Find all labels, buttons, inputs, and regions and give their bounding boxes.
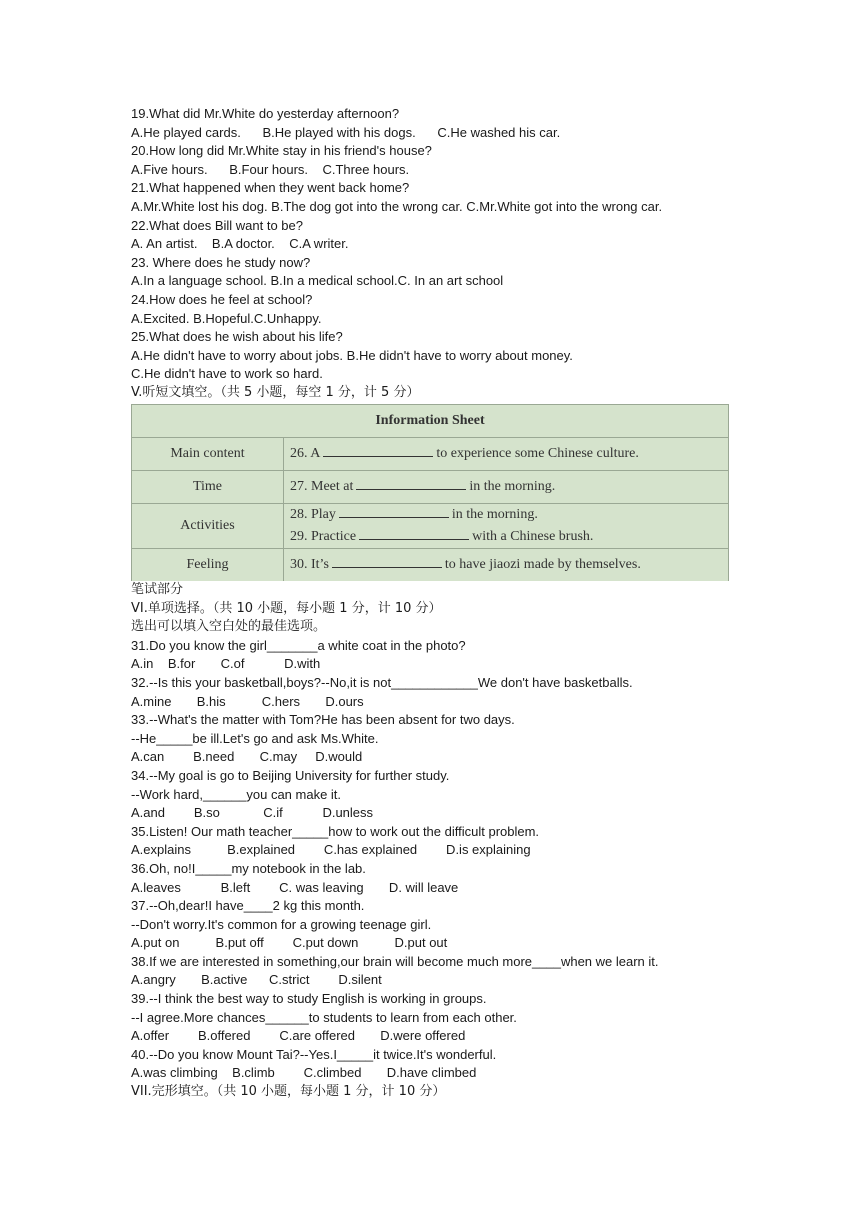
- question-line: A. An artist. B.A doctor. C.A writer.: [131, 236, 349, 252]
- answer-blank: [332, 556, 442, 568]
- answer-blank: [356, 478, 466, 490]
- sheet-label-time: Time: [132, 470, 284, 503]
- sheet-item-28-29: [284, 503, 729, 548]
- question-line: 24.How does he feel at school?: [131, 291, 313, 307]
- information-sheet: [131, 404, 729, 582]
- sheet-item-26: 26. A to experience some Chinese culture.: [284, 437, 729, 470]
- question-line: 37.--Oh,dear!I have____2 kg this month.: [131, 898, 365, 914]
- section-6-instruction: 选出可以填入空白处的最佳选项。: [131, 619, 327, 635]
- listening-questions: [131, 105, 731, 384]
- question-line: A.Excited. B.Hopeful.C.Unhappy.: [131, 310, 322, 326]
- question-line: A.He didn't have to worry about jobs. B.He didn't have to worry about money.: [131, 347, 573, 363]
- question-line: --I agree.More chances______to students to learn from each other.: [131, 1009, 517, 1025]
- question-line: A.mine B.his C.hers D.ours: [131, 693, 364, 709]
- question-line: 23. Where does he study now?: [131, 254, 311, 270]
- question-line: 34.--My goal is go to Beijing University for further study.: [131, 767, 450, 783]
- exam-page: [131, 105, 731, 1102]
- question-line: 36.Oh, no!I_____my notebook in the lab.: [131, 860, 366, 876]
- sheet-title: Information Sheet: [132, 404, 729, 437]
- question-line: 25.What does he wish about his life?: [131, 329, 343, 345]
- question-line: 32.--Is this your basketball,boys?--No,it is not____________We don't have basketballs.: [131, 674, 633, 690]
- question-line: --He_____be ill.Let's go and ask Ms.White.: [131, 730, 379, 746]
- question-line: A.explains B.explained C.has explained D.is explaining: [131, 842, 531, 858]
- question-line: A.angry B.active C.strict D.silent: [131, 972, 382, 988]
- question-line: A.leaves B.left C. was leaving D. will leave: [131, 879, 459, 895]
- answer-blank: [359, 528, 469, 540]
- question-line: A.offer B.offered C.are offered D.were offered: [131, 1028, 466, 1044]
- answer-blank: [323, 445, 433, 457]
- question-line: A.was climbing B.climb C.climbed D.have climbed: [131, 1065, 477, 1081]
- question-line: 20.How long did Mr.White stay in his friend's house?: [131, 143, 432, 159]
- question-line: C.He didn't have to work so hard.: [131, 366, 323, 382]
- question-line: A.can B.need C.may D.would: [131, 749, 363, 765]
- question-line: 21.What happened when they went back home?: [131, 180, 410, 196]
- sheet-label-main-content: Main content: [132, 437, 284, 470]
- question-line: A.in B.for C.of D.with: [131, 656, 321, 672]
- sheet-item-29: 29. Practice with a Chinese brush.: [290, 528, 594, 544]
- question-line: 39.--I think the best way to study English is working in groups.: [131, 991, 487, 1007]
- question-line: 19.What did Mr.White do yesterday afternoon?: [131, 106, 400, 121]
- question-line: 38.If we are interested in something,our brain will become much more____when we learn it.: [131, 953, 659, 969]
- question-line: 35.Listen! Our math teacher_____how to work out the difficult problem.: [131, 823, 540, 839]
- sheet-item-28: 28. Play in the morning.: [290, 506, 538, 522]
- question-line: 40.--Do you know Mount Tai?--Yes.I_____it twice.It's wonderful.: [131, 1046, 497, 1062]
- question-line: 22.What does Bill want to be?: [131, 217, 303, 233]
- question-line: A.Mr.White lost his dog. B.The dog got into the wrong car. C.Mr.White got into the wrong car.: [131, 198, 663, 214]
- written-part-heading: 笔试部分: [131, 582, 184, 597]
- sheet-item-30: 30. It’s to have jiaozi made by themselves.: [284, 548, 729, 581]
- question-line: --Work hard,______you can make it.: [131, 786, 342, 802]
- section-5-title: V.听短文填空。（共 5 小题，每空 1 分，计 5 分）: [131, 384, 420, 400]
- question-line: A.Five hours. B.Four hours. C.Three hours.: [131, 161, 410, 177]
- question-line: A.He played cards. B.He played with his dogs. C.He washed his car.: [131, 124, 561, 140]
- sheet-label-activities: Activities: [132, 503, 284, 548]
- choice-questions: [131, 637, 731, 1083]
- answer-blank: [339, 506, 449, 518]
- section-6-title: VI.单项选择。（共 10 小题，每小题 1 分，计 10 分）: [131, 600, 442, 616]
- sheet-label-feeling: Feeling: [132, 548, 284, 581]
- question-line: A.put on B.put off C.put down D.put out: [131, 935, 448, 951]
- question-line: 33.--What's the matter with Tom?He has been absent for two days.: [131, 712, 515, 728]
- section-7-title: VII.完形填空。（共 10 小题，每小题 1 分，计 10 分）: [131, 1084, 446, 1100]
- question-line: --Don't worry.It's common for a growing teenage girl.: [131, 916, 432, 932]
- question-line: A.In a language school. B.In a medical school.C. In an art school: [131, 273, 504, 289]
- question-line: A.and B.so C.if D.unless: [131, 805, 374, 821]
- sheet-item-27: 27. Meet at in the morning.: [284, 470, 729, 503]
- question-line: 31.Do you know the girl_______a white coat in the photo?: [131, 637, 466, 653]
